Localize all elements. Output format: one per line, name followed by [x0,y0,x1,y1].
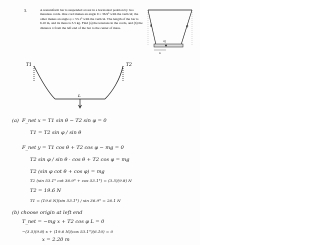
bar [154,44,183,47]
solution-line-6: T2 (sin 53.1° cot 36.9° + cos 53.1°) = (3.5)(9.8) N [30,178,132,183]
part-a-label: (a) [12,118,19,124]
x-label: x [159,51,161,55]
theta-label: θ [150,23,152,28]
solution-line-8: T1 = (19.6 N)(sin 53.1°) / sin 36.9° = 26.1 N [30,198,121,203]
fbd-t2-label: T2 [126,63,132,68]
fbd-left-cord [34,66,55,99]
problem-number: 3. [24,8,27,13]
solution-line-1: F_net x = T1 sin θ − T2 sin φ = 0 [22,118,107,124]
solution-line-11: −(3.5)(9.8) x + (19.6 N)(cos 53.1°)(6.10) = 0 [22,229,114,234]
solution-line-3: F_net y = T1 cos θ + T2 cos φ − mg = 0 [22,145,124,151]
fbd-right-cord [105,66,123,99]
solution-line-7: T2 = 19.6 N [30,188,61,194]
fbd-length-label: L [78,93,81,98]
solution-line-2: T1 = T2 sin φ / sin θ [30,130,82,136]
solution-line-10: T_net = −mg x + T2 cos φ L = 0 [22,219,105,225]
cg-label: cg [163,39,166,43]
problem-statement: A nonuniform bar is suspended at rest in a horizontal position by two massless cords. One cord makes an angle θ = 36.9° with the vertical; the other makes an angle φ = 53.1° with the vertical. The length of the bar is 6.10 m, and its mass is 3.5 kg. Find (a) the tensions in the cords, and (b) the distance x from the left end of the bar to the center of mass. [40,8,143,30]
bar-diagram [148,10,192,55]
center-of-mass-dot [165,45,167,47]
fbd-t1-label: T1 [26,63,32,68]
solution-line-4: T2 sin φ / sin θ · cos θ + T2 cos φ = mg [30,157,130,163]
solution-line-5: T2 (sin φ cot θ + cos φ) = mg [30,169,105,175]
solution-line-9: (b) choose origin at left end [12,210,83,216]
solution-line-12: x = 2.20 m [42,237,70,243]
phi-label: φ [186,23,189,28]
free-body-diagram [34,66,123,108]
